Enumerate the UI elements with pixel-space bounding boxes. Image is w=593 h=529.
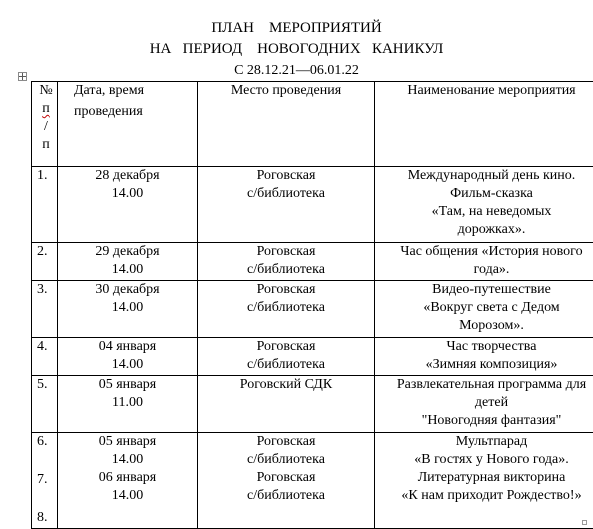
- cell-num-8: 8.: [37, 509, 55, 527]
- cell-name-line: «Вокруг света с Дедом: [377, 299, 593, 317]
- cell-date-day: 05 января: [60, 376, 195, 394]
- header-name-label: Наименование мероприятия: [377, 82, 593, 100]
- cell-num: 2.: [32, 243, 58, 281]
- cell-name: [375, 376, 593, 433]
- cell-date-time: 14.00: [60, 487, 195, 505]
- cell-date-day: 06 января: [60, 469, 195, 487]
- cell-date-time: 14.00: [60, 185, 195, 203]
- table-resize-handle[interactable]: [582, 520, 587, 525]
- header-date: [58, 82, 198, 167]
- header-num-line: п: [37, 100, 55, 118]
- cell-name-line: Видео-путешествие: [377, 281, 593, 299]
- cell-place: [198, 243, 375, 281]
- header-date-line: проведения: [74, 100, 195, 121]
- cell-date-time: 14.00: [60, 299, 195, 317]
- cell-place-line: Роговская: [200, 243, 372, 261]
- cell-place-line: с/библиотека: [200, 356, 372, 374]
- cell-name-line: Литературная викторина: [377, 469, 593, 487]
- cell-num-6: 6.: [37, 433, 55, 451]
- cell-place: [198, 433, 375, 529]
- title-line-3: С 28.12.21—06.01.22: [0, 62, 593, 80]
- cell-date: [58, 338, 198, 376]
- cell-name: [375, 433, 593, 529]
- cell-date-time: 14.00: [60, 356, 195, 374]
- cell-name-line: «В гостях у Нового года».: [377, 451, 593, 469]
- cell-name-line: Час общения «История нового: [377, 243, 593, 261]
- table-row: [32, 281, 593, 338]
- header-num-line: /: [37, 118, 55, 136]
- cell-date: [58, 433, 198, 529]
- header-date-line: Дата, время: [74, 82, 195, 100]
- cell-place-line: Роговская: [200, 469, 372, 487]
- cell-num: 5.: [32, 376, 58, 433]
- cell-name-line: Морозом».: [377, 317, 593, 335]
- header-num-line: №: [37, 82, 55, 100]
- cell-num: 1.: [32, 167, 58, 243]
- cell-date: [58, 376, 198, 433]
- cell-name-line: детей: [377, 394, 593, 412]
- cell-name: [375, 281, 593, 338]
- cell-place-line: с/библиотека: [200, 487, 372, 505]
- table-row: [32, 243, 593, 281]
- cell-date-day: 29 декабря: [60, 243, 195, 261]
- table-row: [32, 338, 593, 376]
- cell-num-7: 7.: [37, 471, 55, 489]
- cell-name: [375, 338, 593, 376]
- cell-place-line: с/библиотека: [200, 185, 372, 203]
- cell-place: [198, 167, 375, 243]
- cell-date: [58, 243, 198, 281]
- events-table: [31, 81, 593, 529]
- header-place: [198, 82, 375, 167]
- cell-name-line: дорожках».: [377, 221, 593, 239]
- cell-date: [58, 167, 198, 243]
- cell-date-day: 30 декабря: [60, 281, 195, 299]
- header-name: [375, 82, 593, 167]
- cell-name: [375, 243, 593, 281]
- cell-name-line: Фильм-сказка: [377, 185, 593, 203]
- table-row: [32, 433, 593, 529]
- cell-date-day: 05 января: [60, 433, 195, 451]
- cell-date-day: 04 января: [60, 338, 195, 356]
- cell-place-line: с/библиотека: [200, 261, 372, 279]
- cell-num: [32, 433, 58, 529]
- cell-place-line: с/библиотека: [200, 451, 372, 469]
- table-header-row: [32, 82, 593, 167]
- cell-place-line: Роговская: [200, 338, 372, 356]
- cell-name-line: Международный день кино.: [377, 167, 593, 185]
- cell-place: [198, 338, 375, 376]
- header-num: [32, 82, 58, 167]
- cell-date-time: 14.00: [60, 261, 195, 279]
- cell-place-line: с/библиотека: [200, 299, 372, 317]
- cell-name: [375, 167, 593, 243]
- cell-place-line: Роговская: [200, 167, 372, 185]
- cell-date-time: 11.00: [60, 394, 195, 412]
- title-line-2: НА ПЕРИОД НОВОГОДНИХ КАНИКУЛ: [0, 40, 593, 58]
- cell-place-line: Роговская: [200, 433, 372, 451]
- cell-num: 3.: [32, 281, 58, 338]
- cell-name-line: Развлекательная программа для: [377, 376, 593, 394]
- cell-name-line: года».: [377, 261, 593, 279]
- cell-name-line: «Там, на неведомых: [377, 203, 593, 221]
- table-row: [32, 376, 593, 433]
- title-line-1: ПЛАН МЕРОПРИЯТИЙ: [0, 19, 593, 37]
- cell-date-time: 14.00: [60, 451, 195, 469]
- cell-place: [198, 281, 375, 338]
- table-row: [32, 167, 593, 243]
- cell-name-line: Мультпарад: [377, 433, 593, 451]
- cell-date-day: 28 декабря: [60, 167, 195, 185]
- cell-name-line: "Новогодняя фантазия": [377, 412, 593, 430]
- cell-place: [198, 376, 375, 433]
- header-place-label: Место проведения: [200, 82, 372, 100]
- cell-date: [58, 281, 198, 338]
- cell-place-line: Роговская: [200, 281, 372, 299]
- cell-name-line: Час творчества: [377, 338, 593, 356]
- cell-num: 4.: [32, 338, 58, 376]
- cell-name-line: «Зимняя композиция»: [377, 356, 593, 374]
- header-num-line: п: [37, 136, 55, 154]
- cell-place-line: Роговский СДК: [200, 376, 372, 394]
- cell-name-line: «К нам приходит Рождество!»: [377, 487, 593, 505]
- table-move-handle-icon[interactable]: [18, 72, 27, 81]
